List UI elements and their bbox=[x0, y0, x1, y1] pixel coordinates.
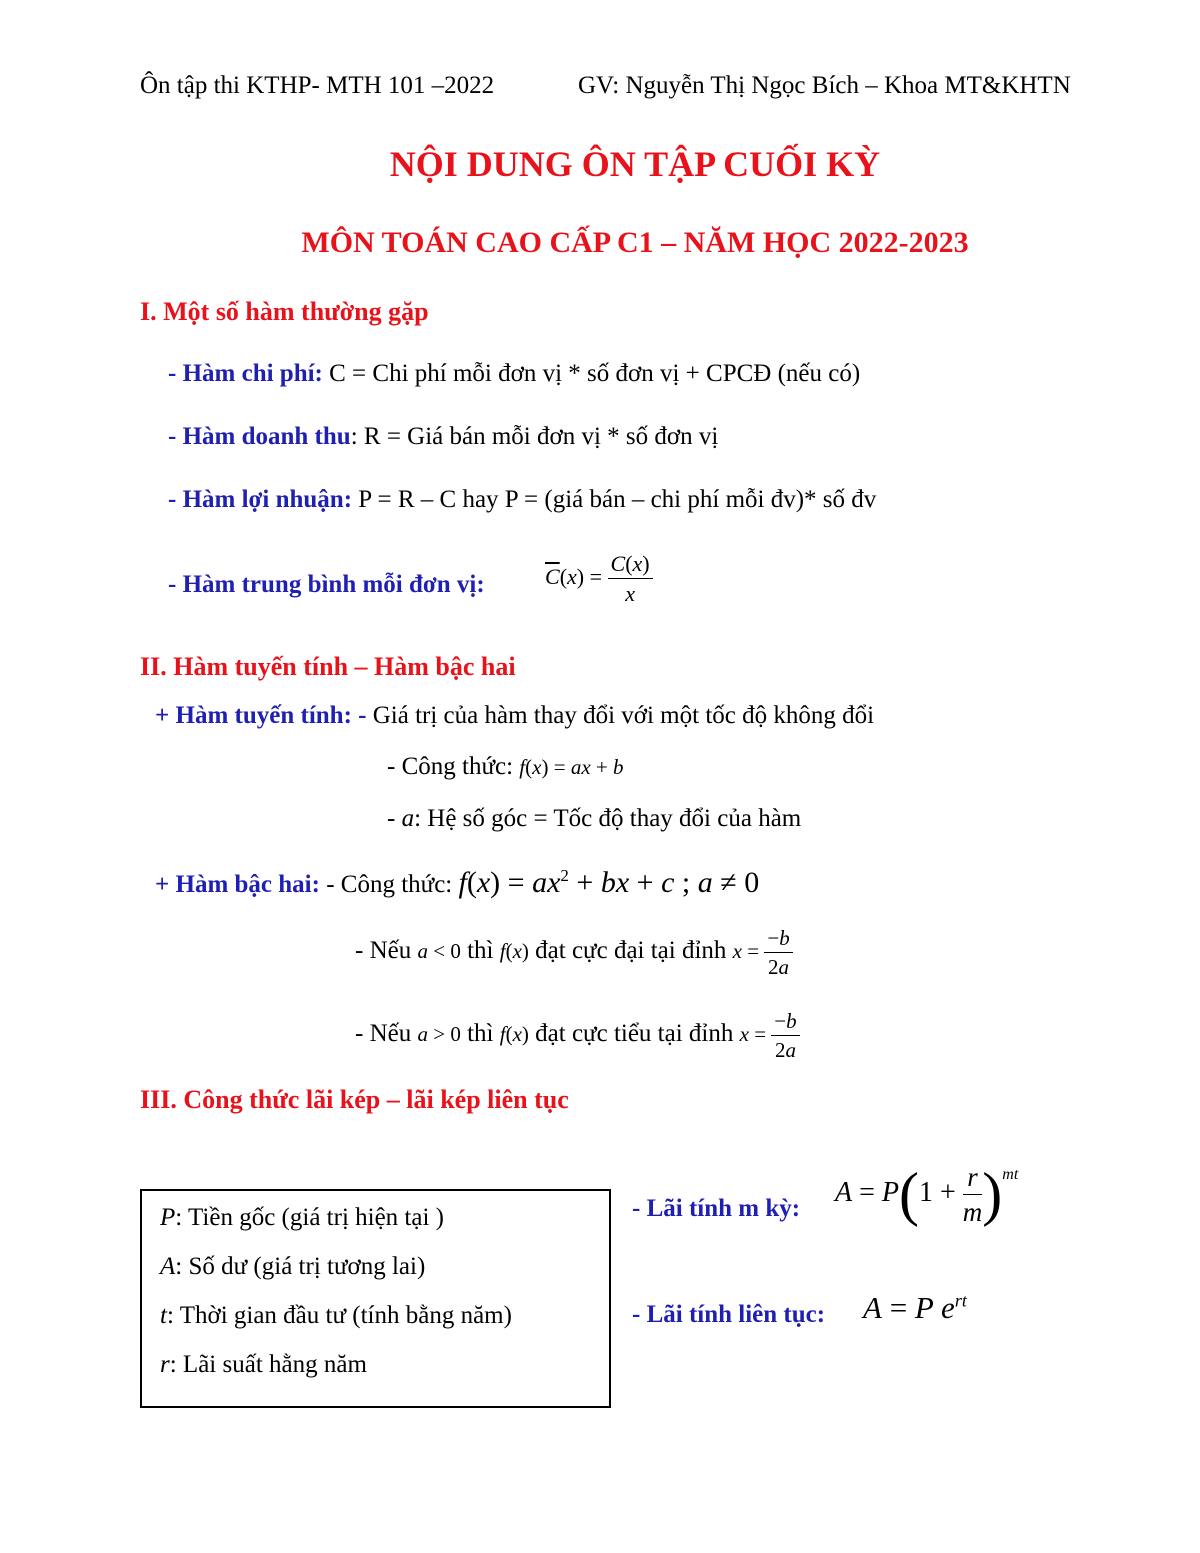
quadratic-min-mid: thì bbox=[460, 1019, 500, 1047]
cost-label: - Hàm chi phí: bbox=[168, 360, 323, 387]
revenue-text: : R = Giá bán mỗi đơn vị * số đơn vị bbox=[350, 423, 719, 450]
def-rate-text: : Lãi suất hằng năm bbox=[169, 1351, 367, 1378]
header-left: Ôn tập thi KTHP- MTH 101 –2022 bbox=[140, 72, 495, 99]
quadratic-min-prefix: - Nếu bbox=[355, 1019, 418, 1047]
linear-label: + Hàm tuyến tính: bbox=[155, 702, 352, 729]
revenue-label: - Hàm doanh thu bbox=[168, 423, 351, 450]
linear-function bbox=[155, 702, 874, 730]
definitions-box bbox=[140, 1189, 611, 1408]
linear-dash: - bbox=[351, 702, 367, 729]
linear-desc: Giá trị của hàm thay đổi với một tốc độ không đổi bbox=[366, 702, 875, 729]
quadratic-max-prefix: - Nếu bbox=[355, 936, 418, 964]
profit-function bbox=[168, 486, 876, 514]
revenue-function bbox=[168, 423, 718, 451]
def-time: t: Thời gian đầu tư (tính bằng năm) bbox=[160, 1302, 512, 1329]
quadratic-max-text: đạt cực đại tại đỉnh bbox=[528, 936, 733, 964]
continuous-formula: A = P $e^{rt}$ bbox=[863, 1290, 967, 1325]
def-principal: P: Tiền gốc (giá trị hiện tại ) bbox=[160, 1204, 444, 1231]
cost-function bbox=[168, 360, 860, 388]
def-principal-text: : Tiền gốc (giá trị hiện tại ) bbox=[175, 1204, 444, 1231]
page-subtitle: MÔN TOÁN CAO CẤP C1 – NĂM HỌC 2022-2023 bbox=[301, 226, 969, 259]
def-rate: r: Lãi suất hằng năm bbox=[160, 1351, 367, 1378]
section-2-heading: II. Hàm tuyến tính – Hàm bậc hai bbox=[140, 652, 516, 681]
def-amount: A: Số dư (giá trị tương lai) bbox=[160, 1253, 426, 1280]
page-title: NỘI DUNG ÔN TẬP CUỐI KỲ bbox=[389, 144, 881, 184]
continuous-label: - Lãi tính liên tục: bbox=[632, 1301, 826, 1328]
section-1-heading: I. Một số hàm thường gặp bbox=[140, 297, 429, 326]
profit-text: P = R – C hay P = (giá bán – chi phí mỗi đv)* số đv bbox=[352, 486, 877, 513]
quadratic-label: + Hàm bậc hai: bbox=[155, 871, 320, 898]
quadratic-max-mid: thì bbox=[460, 936, 500, 964]
average-formula: $\overline{C}(x)$ = $\frac{C(x)}{x}$ bbox=[545, 553, 653, 605]
linear-formula-label: - Công thức: bbox=[387, 753, 520, 780]
linear-slope: - a: Hệ số góc = Tốc độ thay đổi của hàm bbox=[387, 805, 802, 832]
section-3-heading: III. Công thức lãi kép – lãi kép liên tục bbox=[140, 1085, 569, 1114]
periodic-label: - Lãi tính m kỳ: bbox=[632, 1195, 801, 1222]
quadratic-max: - Nếu a < 0 thì f(x) đạt cực đại tại đỉnh x = $\frac{-b}{2a}$ bbox=[355, 928, 793, 978]
periodic-formula: A = P(1 + $\frac{r}{m}$ )$^{mt}$ bbox=[835, 1161, 1019, 1227]
average-function bbox=[168, 571, 485, 599]
linear-slope-text: : Hệ số góc = Tốc độ thay đổi của hàm bbox=[414, 805, 802, 832]
def-amount-text: : Số dư (giá trị tương lai) bbox=[175, 1253, 426, 1280]
quadratic-formula-label: - Công thức: bbox=[319, 871, 459, 898]
quadratic-min-text: đạt cực tiểu tại đỉnh bbox=[528, 1019, 740, 1047]
quadratic-function: + Hàm bậc hai: - Công thức: $f(x) = ax^2$ + bx + c ; a ≠ 0 bbox=[155, 866, 760, 899]
def-time-text: : Thời gian đầu tư (tính bằng năm) bbox=[166, 1302, 512, 1329]
linear-formula: - Công thức: f(x) = ax + b bbox=[387, 753, 624, 780]
profit-label: - Hàm lợi nhuận: bbox=[168, 486, 353, 513]
average-label: - Hàm trung bình mỗi đơn vị: bbox=[168, 571, 485, 598]
header-right: GV: Nguyễn Thị Ngọc Bích – Khoa MT&KHTN bbox=[578, 72, 1071, 99]
cost-text: C = Chi phí mỗi đơn vị * số đơn vị + CPCĐ (nếu có) bbox=[322, 360, 861, 387]
quadratic-min: - Nếu a > 0 thì f(x) đạt cực tiểu tại đỉnh x = $\frac{-b}{2a}$ bbox=[355, 1011, 800, 1061]
